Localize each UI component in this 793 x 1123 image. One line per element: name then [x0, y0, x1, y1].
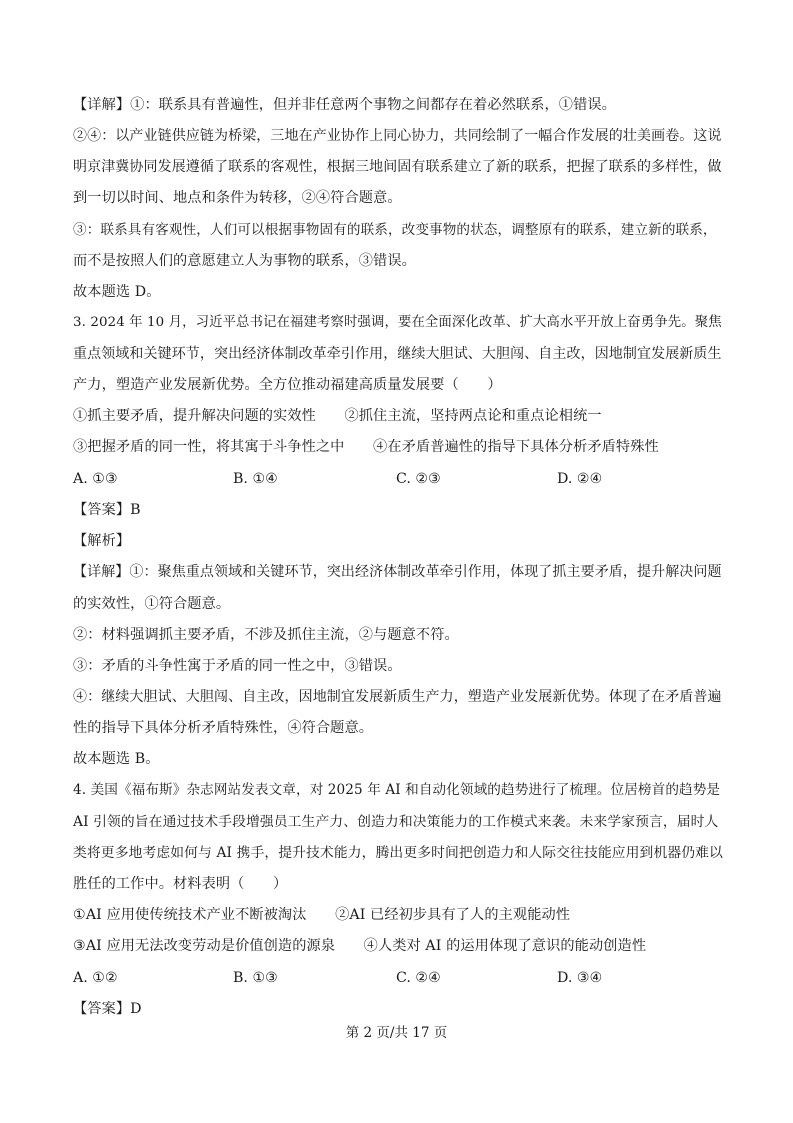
q2-conclusion: 故本题选 D。 [73, 284, 161, 300]
q3-options [73, 469, 723, 489]
q2-detail-line-4: 到一切以时间、地点和条件为转移，②④符合题意。 [73, 190, 402, 206]
q3-detail-line-5: ④：继续大胆试、大胆闯、自主改，因地制宜发展新质生产力，塑造产业发展新优势。体现了在矛盾普遍 [73, 689, 722, 705]
q2-detail-line-6: 而不是按照人们的意愿建立人为事物的联系，③错误。 [73, 253, 416, 269]
q3-option-c: C. ②③ [396, 471, 441, 487]
q3-option-d: D. ②④ [557, 471, 603, 487]
q3-answer: 【答案】B [73, 502, 141, 518]
q3-stem-line-2: 重点领域和关键环节，突出经济体制改革牵引作用，继续大胆试、大胆闯、自主改，因地制宜发展新质生 [73, 346, 722, 362]
q3-stem-line-3: 产力，塑造产业发展新优势。全方位推动福建高质量发展要（ ） [73, 377, 502, 393]
q4-option-b: B. ①③ [233, 970, 278, 986]
q4-stem-line-1: 4. 美国《福布斯》杂志网站发表文章，对 2025 年 AI 和自动化领域的趋势进行了梳理。位居榜首的趋势是 [73, 782, 721, 798]
q4-stem-line-4: 胜任的工作中。材料表明（ ） [73, 876, 288, 892]
q3-stem-line-1: 3. 2024 年 10 月，习近平总书记在福建考察时强调，要在全面深化改革、扩大高水平开放上奋勇争先。聚焦 [73, 315, 722, 330]
q4-stem-line-3: 类将更多地考虑如何与 AI 携手，提升技术能力，腾出更多时间把创造力和人际交往技能应用到机器仍难以 [73, 845, 723, 861]
q3-detail-line-3: ②：材料强调抓主要矛盾，不涉及抓住主流，②与题意不符。 [73, 627, 459, 643]
q3-detail-line-6: 性的指导下具体分析矛盾特殊性，④符合题意。 [73, 720, 374, 736]
q3-items-3-4: ③把握矛盾的同一性，将其寓于斗争性之中 ④在矛盾普遍性的指导下具体分析矛盾特殊性 [73, 439, 659, 455]
q4-option-a: A. ①② [73, 970, 118, 986]
q2-detail-line-2: ②④：以产业链供应链为桥梁，三地在产业协作上同心协力，共同绘制了一幅合作发展的壮美画卷。这说 [73, 128, 722, 144]
q4-items-1-2: ①AI 应用使传统技术产业不断被淘汰 ②AI 已经初步具有了人的主观能动性 [73, 907, 571, 923]
q2-detail-line-5: ③：联系具有客观性，人们可以根据事物固有的联系，改变事物的状态，调整原有的联系，建立新的联系， [73, 222, 717, 238]
q3-analysis-heading: 【解析】 [73, 533, 131, 549]
q4-items-3-4: ③AI 应用无法改变劳动是价值创造的源泉 ④人类对 AI 的运用体现了意识的能动创造性 [73, 938, 647, 954]
q3-detail-line-4: ③：矛盾的斗争性寓于矛盾的同一性之中，③错误。 [73, 658, 402, 674]
q3-detail-line-1: 【详解】①：聚焦重点领域和关键环节，突出经济体制改革牵引作用，体现了抓主要矛盾，提升解决问题 [73, 564, 722, 580]
q4-answer: 【答案】D [73, 1001, 142, 1017]
q2-detail-line-3: 明京津冀协同发展遵循了联系的客观性，根据三地间固有联系建立了新的联系，把握了联系的多样性，做 [73, 159, 722, 175]
q3-option-b: B. ①④ [233, 471, 278, 487]
q3-conclusion: 故本题选 B。 [73, 751, 160, 767]
q3-option-a: A. ①③ [73, 471, 118, 487]
q2-detail-line-1: 【详解】①：联系具有普遍性，但并非任意两个事物之间都存在着必然联系，①错误。 [73, 97, 616, 113]
page-number-footer: 第 2 页/共 17 页 [345, 1025, 448, 1041]
q4-stem-line-2: AI 引领的旨在通过技术手段增强员工生产力、创造力和决策能力的工作模式来袭。未来学家预言，届时人 [73, 814, 719, 830]
q4-option-d: D. ③④ [557, 970, 603, 986]
q4-options [73, 968, 723, 988]
q3-detail-line-2: 的实效性，①符合题意。 [73, 596, 231, 612]
q4-option-c: C. ②④ [396, 970, 441, 986]
q3-items-1-2: ①抓主要矛盾，提升解决问题的实效性 ②抓住主流，坚持两点论和重点论相统一 [73, 408, 602, 424]
